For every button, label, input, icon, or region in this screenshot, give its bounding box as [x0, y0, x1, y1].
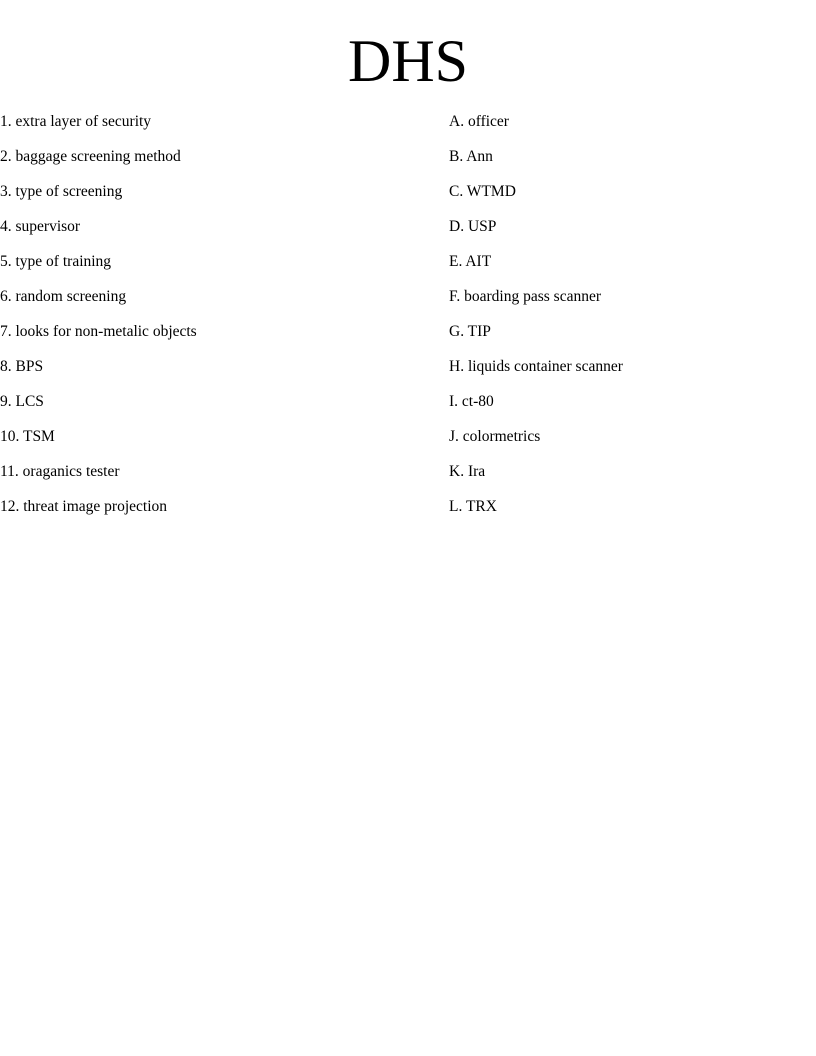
- answer-item: H. liquids container scanner: [449, 358, 623, 375]
- answers-list: [449, 111, 623, 531]
- question-item: 5. type of training: [0, 253, 112, 270]
- answer-item: C. WTMD: [449, 183, 516, 200]
- question-item: 2. baggage screening method: [0, 148, 181, 165]
- page-title: DHS: [347, 28, 469, 94]
- question-item: 4. supervisor: [0, 218, 81, 235]
- question-item: 6. random screening: [0, 288, 127, 305]
- question-item: 9. LCS: [0, 393, 44, 410]
- question-item: 11. oraganics tester: [0, 463, 120, 480]
- answer-item: K. Ira: [449, 463, 486, 480]
- question-item: 12. threat image projection: [0, 498, 167, 515]
- questions-list: [0, 111, 197, 531]
- question-item: 1. extra layer of security: [0, 113, 152, 130]
- answer-item: F. boarding pass scanner: [449, 288, 602, 305]
- question-item: 8. BPS: [0, 358, 44, 375]
- answer-item: E. AIT: [449, 253, 492, 270]
- question-item: 7. looks for non-metalic objects: [0, 323, 197, 340]
- question-item: 10. TSM: [0, 428, 55, 445]
- answer-item: G. TIP: [449, 323, 491, 340]
- answer-item: D. USP: [449, 218, 497, 235]
- answer-item: B. Ann: [449, 148, 493, 165]
- answer-item: J. colormetrics: [449, 428, 541, 445]
- answer-item: A. officer: [449, 113, 509, 130]
- question-item: 3. type of screening: [0, 183, 123, 200]
- answer-item: L. TRX: [449, 498, 497, 515]
- answer-item: I. ct-80: [449, 393, 494, 410]
